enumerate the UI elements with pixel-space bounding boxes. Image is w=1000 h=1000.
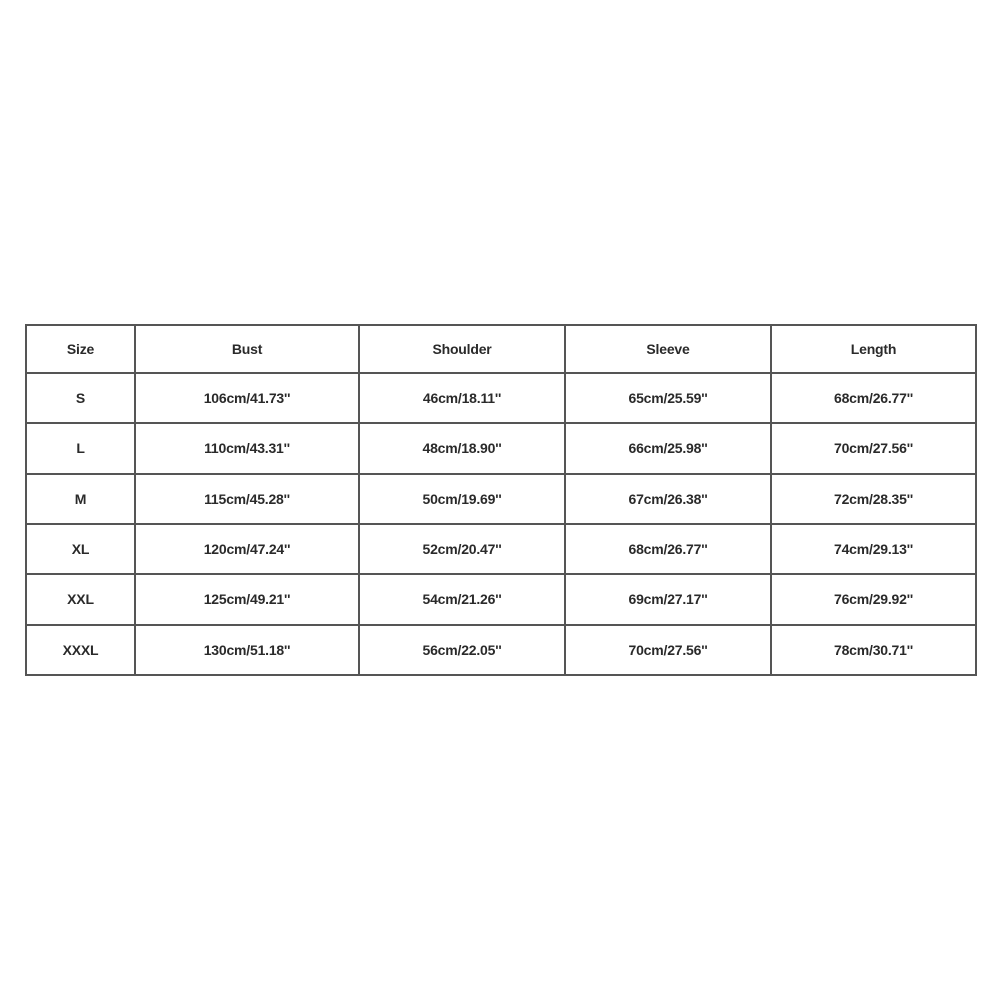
cell-sleeve: 69cm/27.17'' — [565, 574, 771, 624]
cell-length: 68cm/26.77'' — [771, 373, 976, 423]
cell-size: L — [26, 423, 135, 473]
cell-shoulder: 52cm/20.47'' — [359, 524, 565, 574]
cell-bust: 120cm/47.24'' — [135, 524, 359, 574]
cell-sleeve: 65cm/25.59'' — [565, 373, 771, 423]
cell-bust: 110cm/43.31'' — [135, 423, 359, 473]
cell-length: 72cm/28.35'' — [771, 474, 976, 524]
cell-bust: 125cm/49.21'' — [135, 574, 359, 624]
cell-shoulder: 46cm/18.11'' — [359, 373, 565, 423]
cell-bust: 130cm/51.18'' — [135, 625, 359, 675]
cell-bust: 115cm/45.28'' — [135, 474, 359, 524]
table-row — [26, 524, 976, 574]
table-row — [26, 574, 976, 624]
cell-shoulder: 48cm/18.90'' — [359, 423, 565, 473]
header-length: Length — [771, 325, 976, 373]
cell-size: XL — [26, 524, 135, 574]
table-row — [26, 423, 976, 473]
table-row — [26, 625, 976, 675]
header-size: Size — [26, 325, 135, 373]
cell-length: 76cm/29.92'' — [771, 574, 976, 624]
header-sleeve: Sleeve — [565, 325, 771, 373]
cell-size: XXL — [26, 574, 135, 624]
cell-length: 74cm/29.13'' — [771, 524, 976, 574]
header-bust: Bust — [135, 325, 359, 373]
size-chart-table — [25, 324, 977, 676]
table-header-row — [26, 325, 976, 373]
cell-sleeve: 68cm/26.77'' — [565, 524, 771, 574]
cell-shoulder: 56cm/22.05'' — [359, 625, 565, 675]
cell-shoulder: 50cm/19.69'' — [359, 474, 565, 524]
cell-length: 78cm/30.71'' — [771, 625, 976, 675]
cell-sleeve: 67cm/26.38'' — [565, 474, 771, 524]
table-row — [26, 474, 976, 524]
cell-length: 70cm/27.56'' — [771, 423, 976, 473]
cell-size: XXXL — [26, 625, 135, 675]
cell-shoulder: 54cm/21.26'' — [359, 574, 565, 624]
cell-size: S — [26, 373, 135, 423]
header-shoulder: Shoulder — [359, 325, 565, 373]
cell-bust: 106cm/41.73'' — [135, 373, 359, 423]
table-row — [26, 373, 976, 423]
cell-sleeve: 66cm/25.98'' — [565, 423, 771, 473]
cell-sleeve: 70cm/27.56'' — [565, 625, 771, 675]
cell-size: M — [26, 474, 135, 524]
